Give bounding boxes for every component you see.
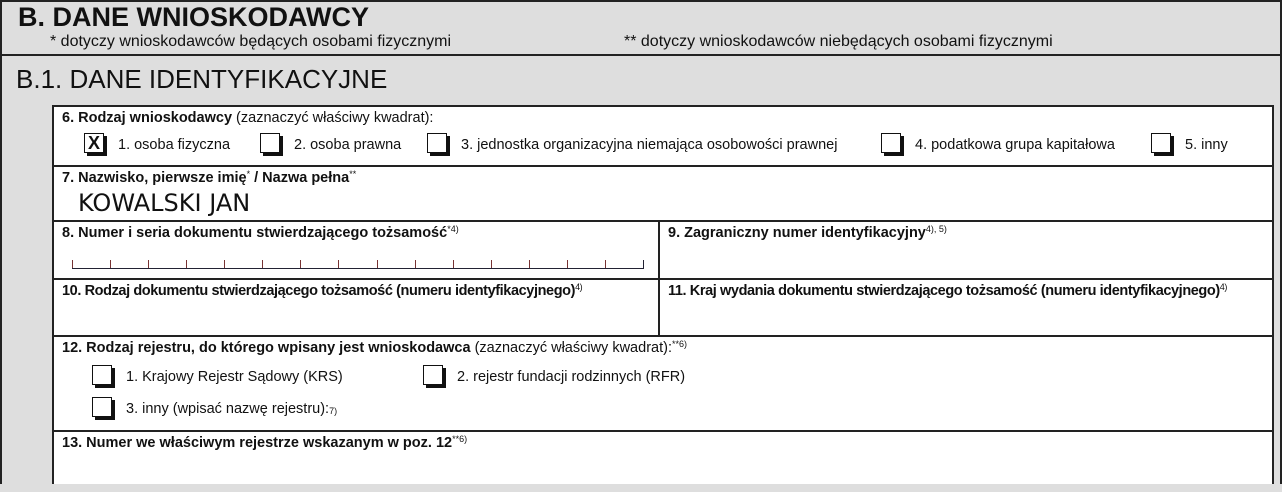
field-7[interactable]: [54, 167, 1272, 222]
option-label: 2. osoba prawna: [294, 137, 402, 153]
field-10-label: 10. Rodzaj dokumentu stwierdzającego tożsamość (numeru identyfikacyjnego): [62, 283, 576, 299]
option-rfr[interactable]: [423, 365, 685, 385]
character-comb[interactable]: [72, 260, 644, 269]
field-12-label: 12. Rodzaj rejestru, do którego wpisany jest wnioskodawca: [62, 340, 471, 356]
checkbox[interactable]: [881, 133, 901, 153]
note-individuals: * dotyczy wnioskodawców będących osobami fizycznymi: [50, 33, 452, 50]
checkbox[interactable]: [423, 365, 443, 385]
option-label: 5. inny: [1185, 137, 1228, 153]
field-12-hint: (zaznaczyć właściwy kwadrat):: [474, 340, 672, 356]
field-13-label: 13. Numer we właściwym rejestrze wskazanym w poz. 12: [62, 435, 453, 451]
field-13[interactable]: [54, 432, 1272, 492]
row-10-11: [54, 280, 1272, 337]
field-9[interactable]: [660, 222, 1272, 278]
sup: **: [349, 169, 357, 179]
note-non-individuals: ** dotyczy wnioskodawców niebędących osobami fizycznymi: [624, 33, 1053, 50]
section-title: B. DANE WNIOSKODAWCY: [18, 2, 369, 32]
form-box: [52, 105, 1274, 484]
sup: *4): [447, 224, 459, 234]
field-7-label-2: / Nazwa pełna: [250, 170, 350, 186]
field-9-label: 9. Zagraniczny numer identyfikacyjny: [668, 225, 926, 241]
field-12: [54, 337, 1272, 432]
field-11[interactable]: [660, 280, 1272, 335]
checkbox[interactable]: [92, 365, 112, 385]
option-inny-rejestr[interactable]: [92, 397, 337, 417]
sup: *: [246, 169, 251, 179]
row-8-9: [54, 222, 1272, 280]
field-7-label: 7. Nazwisko, pierwsze imię: [62, 170, 247, 186]
checkbox[interactable]: [260, 133, 280, 153]
option-inny[interactable]: [1151, 133, 1228, 153]
option-jednostka[interactable]: [427, 133, 837, 153]
option-label: 1. osoba fizyczna: [118, 137, 231, 153]
sup: 7): [329, 406, 338, 416]
checkbox-checked[interactable]: X: [84, 133, 104, 153]
sup: **6): [671, 339, 687, 349]
field-6-hint: (zaznaczyć właściwy kwadrat):: [236, 110, 434, 126]
section-header: [0, 0, 1282, 56]
field-11-label: 11. Kraj wydania dokumentu stwierdzającego tożsamość (numeru identyfikacyjnego): [668, 283, 1220, 299]
field-6-label: 6. Rodzaj wnioskodawcy: [62, 110, 233, 126]
option-pgk[interactable]: [881, 133, 1115, 153]
option-label: 4. podatkowa grupa kapitałowa: [915, 137, 1115, 153]
option-osoba-fizyczna[interactable]: [84, 133, 230, 153]
option-label: 1. Krajowy Rejestr Sądowy (KRS): [126, 369, 343, 385]
option-label: 3. jednostka organizacyjna niemająca osobowości prawnej: [461, 137, 838, 153]
checkbox[interactable]: [427, 133, 447, 153]
option-label: 3. inny (wpisać nazwę rejestru):: [126, 401, 330, 417]
field-7-value[interactable]: KOWALSKI JAN: [78, 189, 251, 217]
sup: 4), 5): [925, 224, 947, 234]
subsection-title: B.1. DANE IDENTYFIKACYJNE: [16, 64, 388, 94]
field-8-label: 8. Numer i seria dokumentu stwierdzającego tożsamość: [62, 225, 448, 241]
option-osoba-prawna[interactable]: [260, 133, 401, 153]
option-label: 2. rejestr fundacji rodzinnych (RFR): [457, 369, 686, 385]
sup: **6): [452, 434, 468, 444]
field-8[interactable]: [54, 222, 660, 278]
sup: 4): [1219, 282, 1227, 292]
field-6: [54, 107, 1272, 167]
field-10[interactable]: [54, 280, 660, 335]
sup: 4): [575, 282, 583, 292]
option-krs[interactable]: [92, 365, 343, 385]
checkbox[interactable]: [92, 397, 112, 417]
checkbox[interactable]: [1151, 133, 1171, 153]
